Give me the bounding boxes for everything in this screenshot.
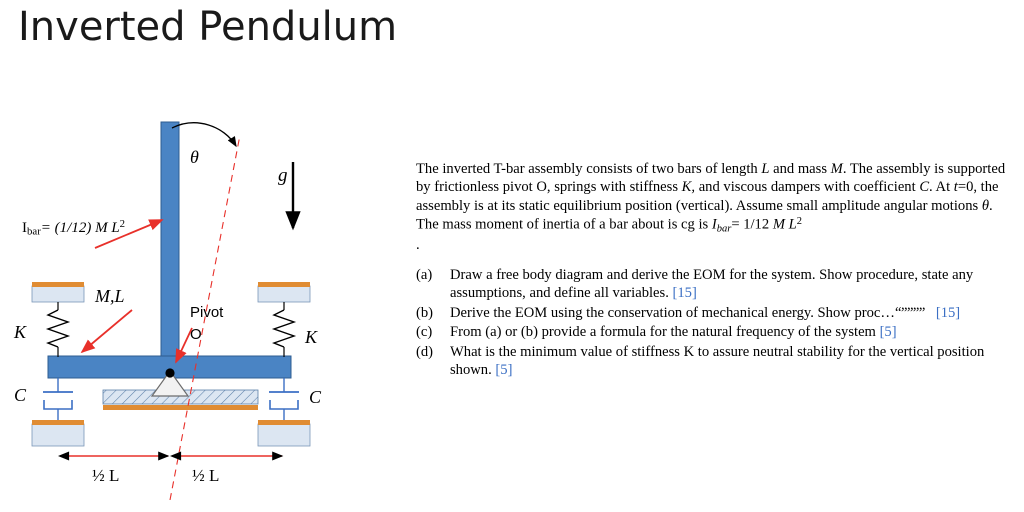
- pivot-point-label: O: [190, 326, 202, 343]
- item-marker: (b): [416, 304, 434, 321]
- description-paragraph: The inverted T-bar assembly consists of two bars of length L and mass M. The assembly is supported by frictionless pivot O, springs with stiffness K, and viscous dampers with coefficient C. At t=0, the assembly is at its static equilibrium position (vertical). Assume small amplitude angular motions θ. The mass moment of inertia of a bar about is cg is $I_{bar}= 1/12$ M $L^2$ .: [416, 161, 1006, 253]
- dimension-right-label: ½ L: [192, 466, 220, 485]
- inertia-label: $I_{bar}= (1/12)$ M $L^2$: [22, 218, 126, 238]
- right-spring-top-bar: [258, 282, 310, 287]
- dimension-left-label: ½ L: [92, 466, 120, 485]
- right-damper-cylinder: [270, 400, 298, 409]
- pivot-label: Pivot: [190, 304, 224, 321]
- pivot-point-dot: [165, 368, 174, 377]
- item-marker: (a): [416, 267, 433, 284]
- gravity-label: g: [278, 165, 288, 186]
- damper-left-label: C: [14, 385, 27, 405]
- left-damper-base-bar: [32, 420, 84, 425]
- list-item: [416, 266, 1012, 303]
- damper-right-label: C: [309, 387, 322, 407]
- item-marks: [15]: [935, 304, 961, 321]
- spring-right-label: K: [305, 327, 318, 347]
- item-marker: (c): [416, 324, 433, 341]
- spring-left-label: K: [14, 322, 27, 342]
- vertical-bar: [161, 122, 179, 372]
- mass-length-label: M,L: [95, 286, 125, 306]
- item-marker: (d): [416, 343, 434, 360]
- item-artifact-text: “””””: [894, 304, 925, 321]
- ground-support-bar: [103, 405, 258, 410]
- problem-statement: [416, 160, 1012, 380]
- right-spring-coil: [274, 310, 294, 347]
- left-spring-coil: [48, 310, 68, 347]
- left-spring-top-block: [32, 286, 84, 302]
- list-item: [416, 343, 1012, 380]
- left-damper-cylinder: [44, 400, 72, 409]
- right-damper-base-bar: [258, 420, 310, 425]
- theta-arc-arrow: [172, 123, 236, 146]
- theta-label: θ: [190, 147, 199, 167]
- item-text: Draw a free body diagram and derive the EOM for the system. Show procedure, state any assumptions, and define all variables.: [450, 267, 974, 302]
- page-title: Inverted Pendulum: [18, 4, 398, 50]
- item-marks: [5]: [495, 361, 513, 378]
- diagram-svg: [0, 100, 400, 500]
- right-spring-top-block: [258, 286, 310, 302]
- right-damper-base-block: [258, 424, 310, 446]
- item-marks: [5]: [879, 324, 897, 341]
- inverted-pendulum-diagram: [0, 100, 400, 500]
- question-list: [416, 266, 1012, 379]
- list-item: [416, 323, 1012, 341]
- item-text: What is the minimum value of stiffness K to assure neutral stability for the vertical position shown.: [450, 343, 985, 378]
- item-marks: [15]: [672, 285, 697, 302]
- left-damper-base-block: [32, 424, 84, 446]
- item-text: From (a) or (b) provide a formula for the natural frequency of the system: [450, 324, 876, 341]
- item-text: Derive the EOM using the conservation of mechanical energy. Show proc…: [450, 304, 895, 321]
- left-spring-top-bar: [32, 282, 84, 287]
- list-item: [416, 304, 1012, 322]
- mass-length-pointer-arrow: [82, 310, 132, 352]
